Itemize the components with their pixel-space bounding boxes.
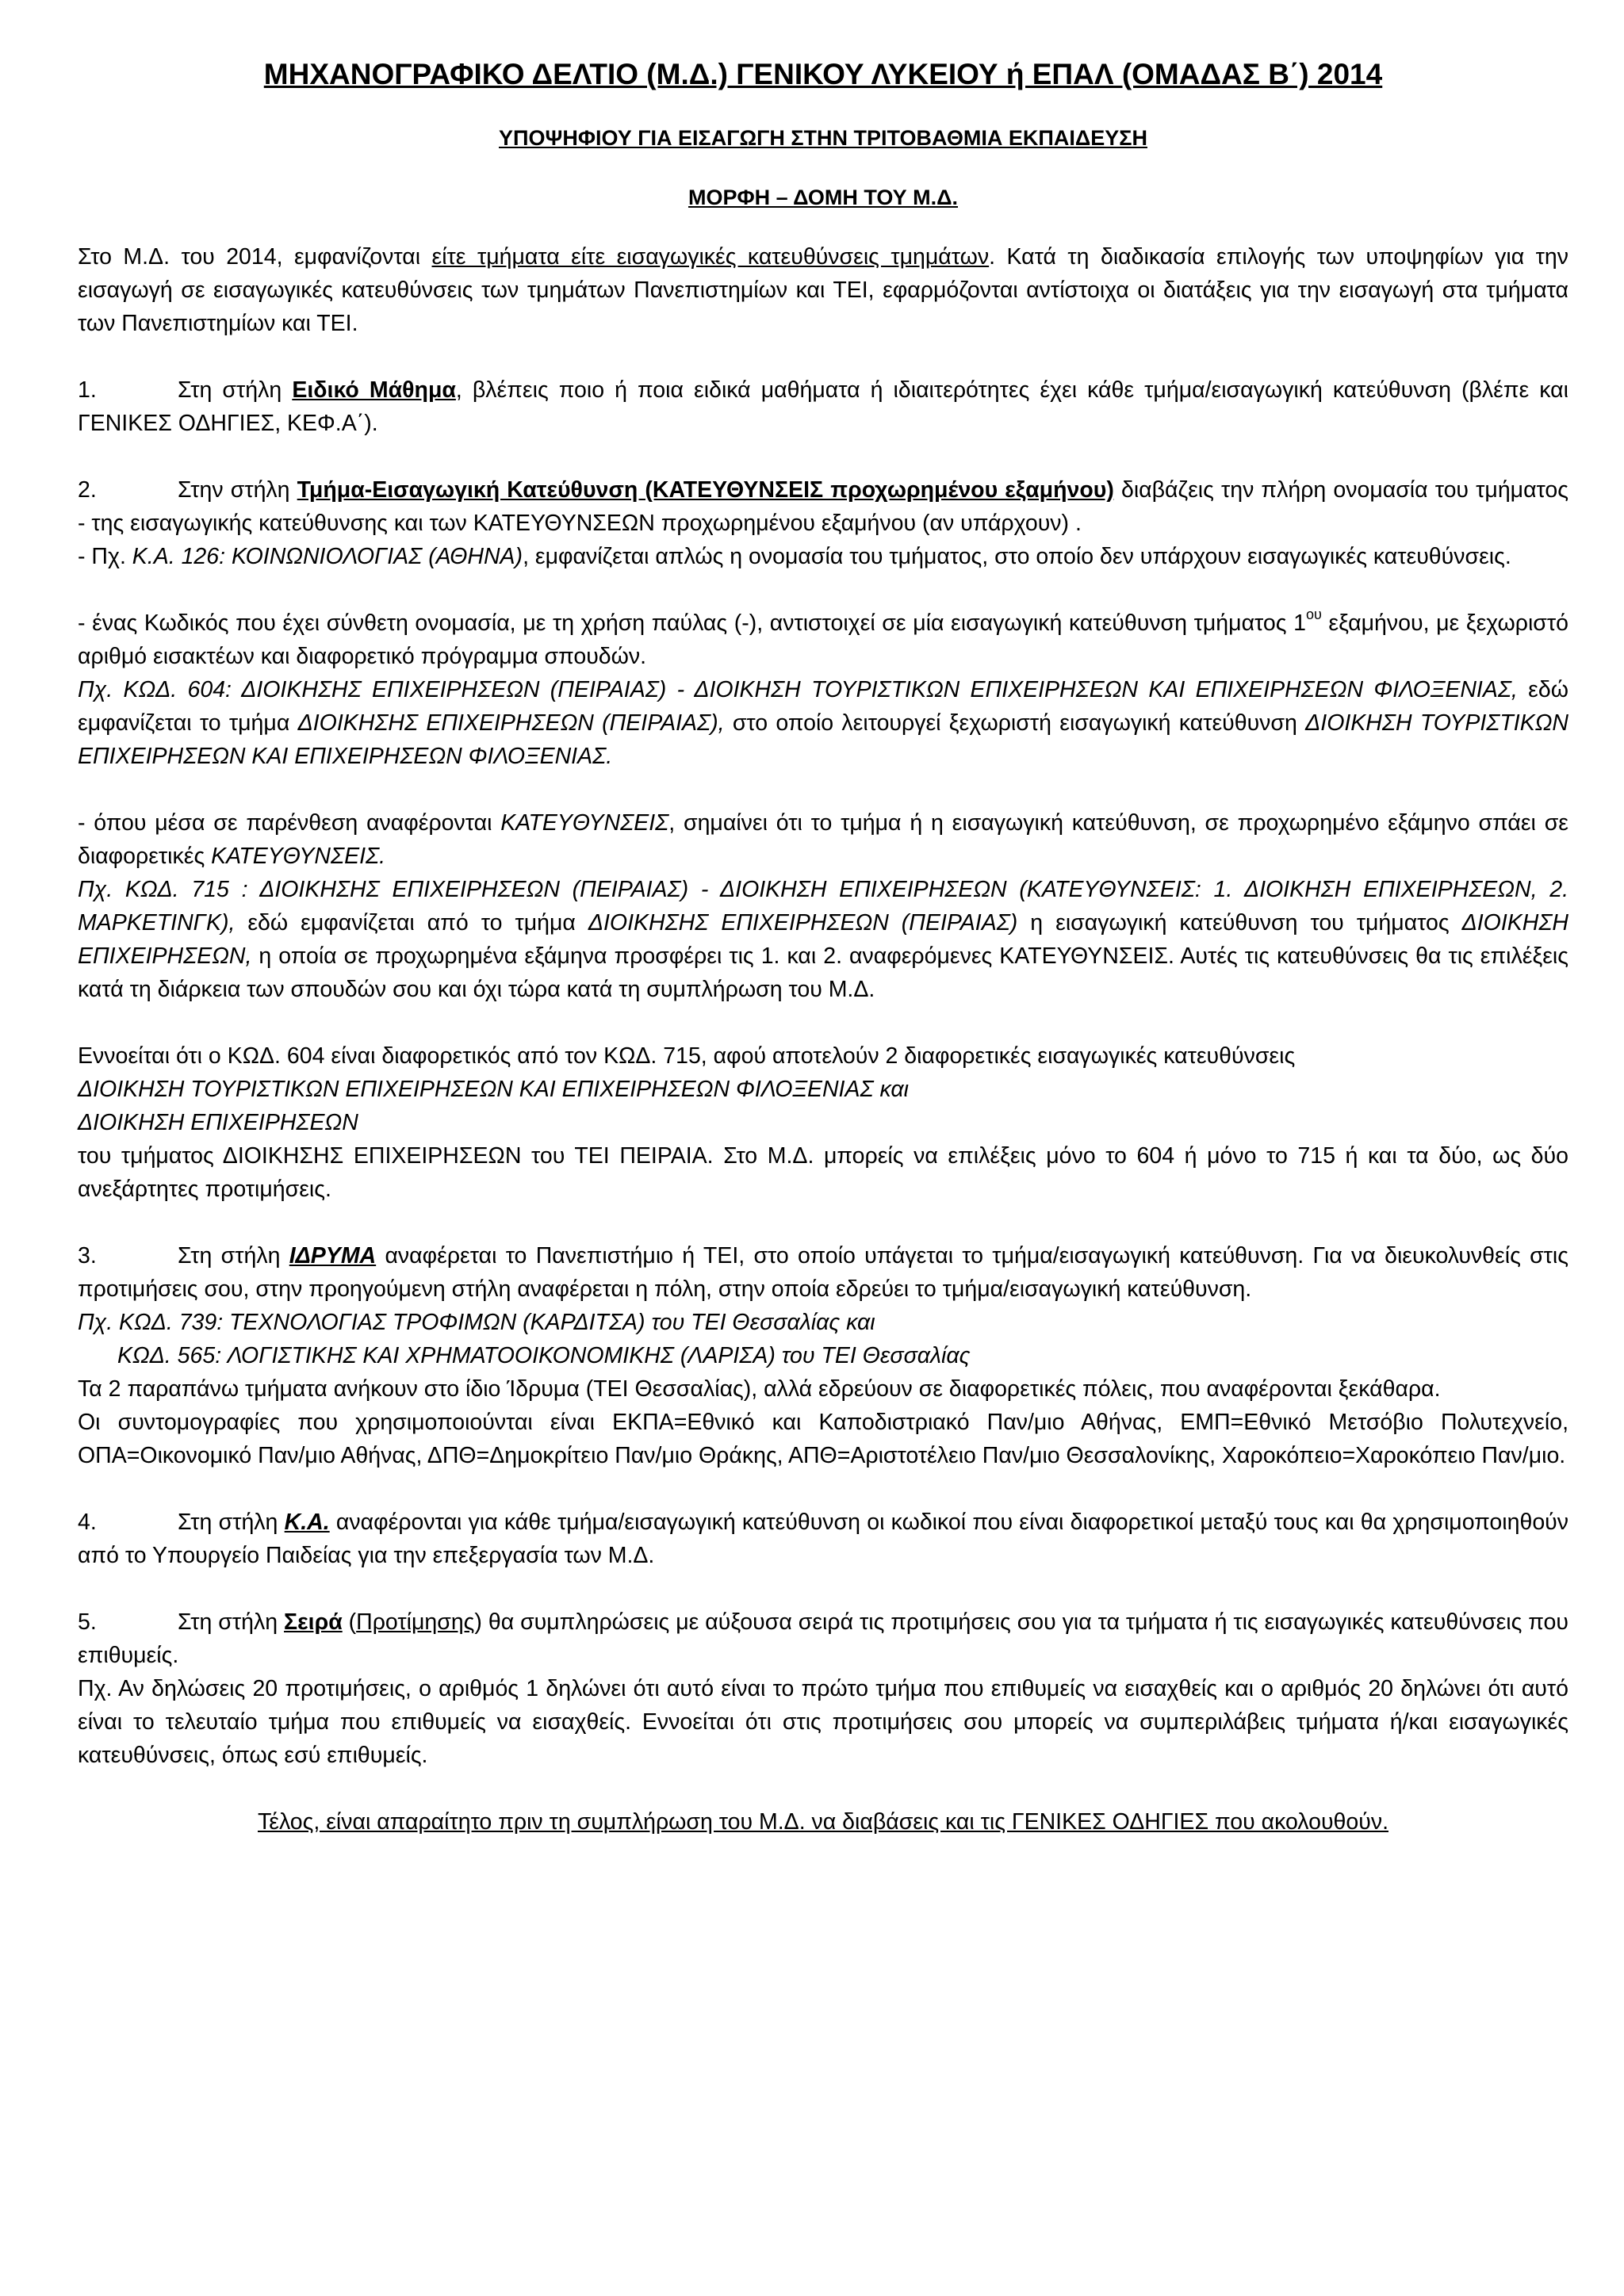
item-number: 3. [78,1242,97,1269]
item-2-example-2: Πχ. ΚΩΔ. 604: ΔΙΟΙΚΗΣΗΣ ΕΠΙΧΕΙΡΗΣΕΩΝ (ΠΕΙΡΑΙΑΣ) - ΔΙΟΙΚΗΣΗ ΤΟΥΡΙΣΤΙΚΩΝ ΕΠΙΧΕΙΡΗΣΕΩΝ ΚΑΙ ΕΠΙΧΕΙΡΗΣΕΩΝ ΦΙΛΟΞΕΝΙΑΣ, εδώ εμφανίζεται το τμήμα ΔΙΟΙΚΗΣΗΣ ΕΠΙΧΕΙΡΗΣΕΩΝ (ΠΕΙΡΑΙΑΣ), στο οποίο λειτουργεί ξεχωριστή εισαγωγική κατεύθυνση ΔΙΟΙΚΗΣΗ ΤΟΥΡΙΣΤΙΚΩΝ ΕΠΙΧΕΙΡΗΣΕΩΝ ΚΑΙ ΕΠΙΧΕΙΡΗΣΕΩΝ ΦΙΛΟΞΕΝΙΑΣ. [78,676,1568,769]
item-5: 5. Στη στήλη Σειρά (Προτίμησης) θα συμπληρώσεις με αύξουσα σειρά τις προτιμήσεις σου για τα τμήματα ή τις εισαγωγικές κατευθύνσεις που επιθυμείς. [78,1605,1568,1672]
item-2-note-line-1: Εννοείται ότι ο ΚΩΔ. 604 είναι διαφορετικός από τον ΚΩΔ. 715, αφού αποτελούν 2 διαφορετικές εισαγωγικές κατευθύνσεις [78,1043,1296,1069]
item-number: 1. [78,377,97,403]
item-number: 5. [78,1609,97,1635]
item-2-paragraph-3: - όπου μέσα σε παρένθεση αναφέρονται ΚΑΤΕΥΘΥΝΣΕΙΣ, σημαίνει ότι το τμήμα ή η εισαγωγική κατεύθυνση, σε προχωρημένο εξάμηνο σπάει σε διαφορετικές ΚΑΤΕΥΘΥΝΣΕΙΣ. [78,809,1568,869]
item-2-note-line-3: ΔΙΟΙΚΗΣΗ ΕΠΙΧΕΙΡΗΣΕΩΝ [78,1109,358,1135]
item-1: 1. Στη στήλη Ειδικό Μάθημα, βλέπεις ποιο ή ποια ειδικά μαθήματα ή ιδιαιτερότητες έχει κάθε τμήμα/εισαγωγική κατεύθυνση (βλέπε και ΓΕΝΙΚΕΣ ΟΔΗΓΙΕΣ, ΚΕΦ.Α΄). [78,373,1568,440]
intro-paragraph: Στο Μ.Δ. του 2014, εμφανίζονται είτε τμήματα είτε εισαγωγικές κατευθύνσεις τμημάτων. Κατά τη διαδικασία επιλογής των υποψηφίων για την εισαγωγή σε εισαγωγικές κατευθύνσεις των τμημάτων Πανεπιστημίων και ΤΕΙ, εφαρμόζονται αντίστοιχα οι διατάξεις για την εισαγωγή στα τμήματα των Πανεπιστημίων και ΤΕΙ. [78,243,1568,336]
item-5-paragraph-2: Πχ. Αν δηλώσεις 20 προτιμήσεις, ο αριθμός 1 δηλώνει ότι αυτό είναι το πρώτο τμήμα που επιθυμείς να εισαχθείς και ο αριθμός 20 δηλώνει ότι αυτό είναι το τελευταίο τμήμα που επιθυμείς να εισαχθείς. Εννοείται ότι στις προτιμήσεις σου μπορείς να συμπεριλάβεις τμήματα ή/και εισαγωγικές κατευθύνσεις, όπως εσύ επιθυμείς. [78,1675,1568,1768]
item-3-term: ΙΔΡΥΜΑ [289,1242,377,1269]
section-heading: ΜΟΡΦΗ – ΔΟΜΗ ΤΟΥ Μ.Δ. [688,186,959,210]
intro-underlined: είτε τμήματα είτε εισαγωγικές κατευθύνσεις τμημάτων [431,243,990,270]
item-2-paragraph-2: - ένας Κωδικός που έχει σύνθετη ονομασία, με τη χρήση παύλας (-), αντιστοιχεί σε μία εισαγωγική κατεύθυνση τμήματος $1^{o\upsilon}$ εξαμήνου, με ξεχωριστό αριθμό εισακτέων και διαφορετικό πρόγραμμα σπουδών. [78,606,1568,669]
item-number: 4. [78,1509,97,1535]
item-3-example-line-2: ΚΩΔ. 565: ΛΟΓΙΣΤΙΚΗΣ ΚΑΙ ΧΡΗΜΑΤΟΟΙΚΟΝΟΜΙΚΗΣ (ΛΑΡΙΣΑ) του ΤΕΙ Θεσσαλίας [117,1342,971,1368]
item-3-paragraph-3: Οι συντομογραφίες που χρησιμοποιούνται είναι ΕΚΠΑ=Εθνικό και Καποδιστριακό Παν/μιο Αθήνας, ΕΜΠ=Εθνικό Μετσόβιο Πολυτεχνείο, ΟΠΑ=Οικονομικό Παν/μιο Αθήνας, ΔΠΘ=Δημοκρίτειο Παν/μιο Θράκης, ΑΠΘ=Αριστοτέλειο Παν/μιο Θεσσαλονίκης, Χαροκόπειο=Χαροκόπειο Παν/μιο. [78,1409,1568,1468]
item-number: 2. [78,476,97,503]
item-4: 4. Στη στήλη Κ.Α. αναφέρονται για κάθε τμήμα/εισαγωγική κατεύθυνση οι κωδικοί που είναι διαφορετικοί μεταξύ τους και θα χρησιμοποιηθούν από το Υπουργείο Παιδείας για την επεξεργασία των Μ.Δ. [78,1506,1568,1572]
item-2-term: Τμήμα-Εισαγωγική Κατεύθυνση (ΚΑΤΕΥΘΥΝΣΕΙΣ προχωρημένου εξαμήνου) [297,476,1114,503]
document-body [78,240,1568,1839]
item-2-note-line-2: ΔΙΟΙΚΗΣΗ ΤΟΥΡΙΣΤΙΚΩΝ ΕΠΙΧΕΙΡΗΣΕΩΝ ΚΑΙ ΕΠΙΧΕΙΡΗΣΕΩΝ ΦΙΛΟΞΕΝΙΑΣ και [78,1076,909,1102]
item-2-note-line-4: του τμήματος ΔΙΟΙΚΗΣΗΣ ΕΠΙΧΕΙΡΗΣΕΩΝ του ΤΕΙ ΠΕΙΡΑΙΑ. Στο Μ.Δ. μπορείς να επιλέξεις μόνο το 604 ή μόνο το 715 ή και τα δύο, ως δύο ανεξάρτητες προτιμήσεις. [78,1142,1568,1202]
document-title: ΜΗΧΑΝΟΓΡΑΦΙΚΟ ΔΕΛΤΙΟ (Μ.Δ.) ΓΕΝΙΚΟΥ ΛΥΚΕΙΟΥ ή ΕΠΑΛ (ΟΜΑΔΑΣ Β΄) 2014 [263,58,1383,90]
item-5-term: Σειρά [284,1609,343,1635]
item-4-term: Κ.Α. [284,1509,330,1535]
item-3-paragraph-2: Τα 2 παραπάνω τμήματα ανήκουν στο ίδιο Ίδρυμα (ΤΕΙ Θεσσαλίας), αλλά εδρεύουν σε διαφορετικές πόλεις, που αναφέρονται ξεκάθαρα. [78,1376,1441,1402]
item-2-example-3: Πχ. ΚΩΔ. 715 : ΔΙΟΙΚΗΣΗΣ ΕΠΙΧΕΙΡΗΣΕΩΝ (ΠΕΙΡΑΙΑΣ) - ΔΙΟΙΚΗΣΗ ΕΠΙΧΕΙΡΗΣΕΩΝ (ΚΑΤΕΥΘΥΝΣΕΙΣ: 1. ΔΙΟΙΚΗΣΗ ΕΠΙΧΕΙΡΗΣΕΩΝ, 2. ΜΑΡΚΕΤΙΝΓΚ), εδώ εμφανίζεται από το τμήμα ΔΙΟΙΚΗΣΗΣ ΕΠΙΧΕΙΡΗΣΕΩΝ (ΠΕΙΡΑΙΑΣ) η εισαγωγική κατεύθυνση του τμήματος ΔΙΟΙΚΗΣΗ ΕΠΙΧΕΙΡΗΣΕΩΝ, η οποία σε προχωρημένα εξάμηνα προσφέρει τις 1. και 2. αναφερόμενες ΚΑΤΕΥΘΥΝΣΕΙΣ. Αυτές τις κατευθύνσεις θα τις επιλέξεις κατά τη διάρκεια των σπουδών σου και όχι τώρα κατά τη συμπλήρωση του Μ.Δ. [78,876,1569,1002]
document-subtitle: ΥΠΟΨΗΦΙΟΥ ΓΙΑ ΕΙΣΑΓΩΓΗ ΣΤΗΝ ΤΡΙΤΟΒΑΘΜΙΑ ΕΚΠΑΙΔΕΥΣΗ [499,126,1147,151]
item-2-example-1: - Πχ. Κ.Α. 126: ΚΟΙΝΩΝΙΟΛΟΓΙΑΣ (ΑΘΗΝΑ), εμφανίζεται απλώς η ονομασία του τμήματος, στο οποίο δεν υπάρχουν εισαγωγικές κατευθύνσεις. [78,543,1511,569]
item-3-example-line-1: Πχ. ΚΩΔ. 739: ΤΕΧΝΟΛΟΓΙΑΣ ΤΡΟΦΙΜΩΝ (ΚΑΡΔΙΤΣΑ) του ΤΕΙ Θεσσαλίας και [78,1309,875,1335]
item-3: 3. Στη στήλη ΙΔΡΥΜΑ αναφέρεται το Πανεπιστήμιο ή ΤΕΙ, στο οποίο υπάγεται το τμήμα/εισαγωγική κατεύθυνση. Για να διευκολυνθείς στις προτιμήσεις σου, στην προηγούμενη στήλη αναφέρεται η πόλη, στην οποία εδρεύει το τμήμα/εισαγωγική κατεύθυνση. [78,1239,1568,1306]
item-1-term: Ειδικό Μάθημα [292,377,456,403]
item-2: 2. Στην στήλη Τμήμα-Εισαγωγική Κατεύθυνση (ΚΑΤΕΥΘΥΝΣΕΙΣ προχωρημένου εξαμήνου) διαβάζεις την πλήρη ονομασία του τμήματος - της εισαγωγικής κατεύθυνσης και των ΚΑΤΕΥΘΥΝΣΕΩΝ προχωρημένου εξαμήνου (αν υπάρχουν) . [78,473,1568,540]
closing-note: Τέλος, είναι απαραίτητο πριν τη συμπλήρωση του Μ.Δ. να διαβάσεις και τις ΓΕΝΙΚΕΣ ΟΔΗΓΙΕΣ που ακολουθούν. [258,1808,1388,1835]
